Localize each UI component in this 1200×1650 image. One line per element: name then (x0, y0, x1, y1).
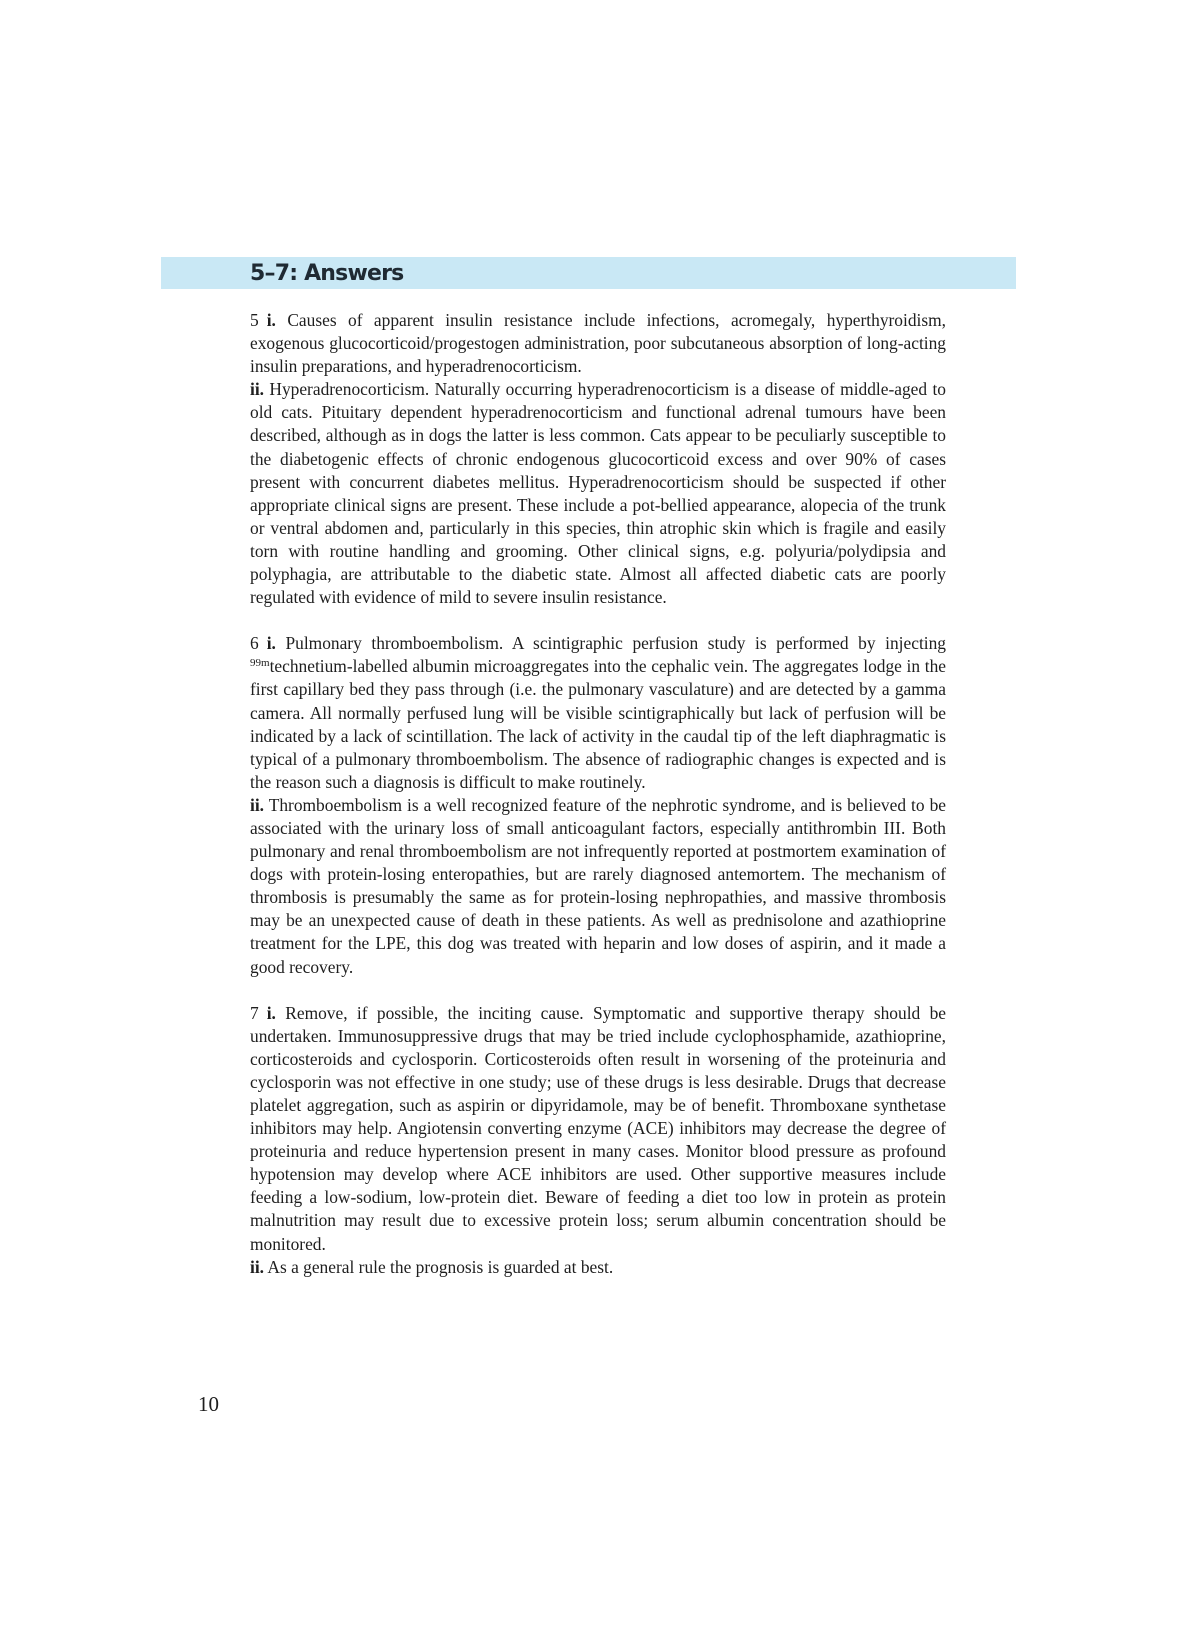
answer-7-part-ii (250, 1256, 946, 1279)
answer-6-part-ii (250, 794, 946, 979)
answer-text: Pulmonary thromboembolism. A scintigraphic perfusion study is performed by injecting (275, 633, 946, 654)
answer-5-part-i (250, 309, 946, 378)
part-label: i. (266, 310, 276, 330)
part-label: i. (266, 1002, 276, 1023)
answer-6-part-i (250, 632, 946, 794)
answer-text: Hyperadrenocorticism. Naturally occurring hyperadrenocorticism is a disease of middle-aged to old cats. Pituitary dependent hyperadrenocorticism and functional adrenal tumours have been described, although as in dogs the latter is less common. Cats appear to be peculiarly susceptible to the diabetogenic effects of chronic endogenous glucocorticoid excess and over 90% of cases present with concurrent diabetes mellitus. Hyperadrenocorticism should be suspected if other appropriate clinical signs are present. These include a pot-bellied appearance, alopecia of the trunk or ventral abdomen and, particularly in this species, thin atrophic skin which is fragile and easily torn with routine handling and grooming. Other clinical signs, e.g. polyuria/polydipsia and polyphagia, are attributable to the diabetic state. Almost all affected diabetic cats are poorly regulated with evidence of mild to severe insulin resistance. (250, 379, 946, 608)
page-number: 10 (198, 1392, 219, 1416)
answer-text: Thromboembolism is a well recognized feature of the nephrotic syndrome, and is believed to be associated with the urinary loss of small anticoagulant factors, especially antithrombin III. Both pulmonary and renal thromboembolism are not infrequently reported at postmortem examination of dogs with protein-losing enteropathies, but are rarely diagnosed antemortem. The mechanism of thrombosis is presumably the same as for protein-losing nephropathies, and massive thrombosis may be an unexpected cause of death in these patients. As well as prednisolone and azathioprine treatment for the LPE, this dog was treated with heparin and low doses of aspirin, and it made a good recovery. (250, 794, 946, 977)
isotope-superscript: 99m (250, 657, 270, 670)
answer-text: Remove, if possible, the inciting cause. Symptomatic and supportive therapy should be undertaken. Immunosuppressive drugs that may be tried include cyclophosphamide, azathioprine, corticosteroids and cyclosporin. Corticosteroids often result in worsening of the proteinuria and cyclosporin was not effective in one study; use of these drugs is less desirable. Drugs that decrease platelet aggregation, such as aspirin or dipyridamole, may be of benefit. Thromboxane synthetase inhibitors may help. Angiotensin converting enzyme (ACE) inhibitors may decrease the degree of proteinuria and reduce hypertension present in many cases. Monitor blood pressure as profound hypotension may develop where ACE inhibitors are used. Other supportive measures include feeding a low-sodium, low-protein diet. Beware of feeding a diet too low in protein as protein malnutrition may result due to excessive protein loss; serum albumin concentration should be monitored. (250, 1002, 946, 1254)
answer-text: As a general rule the prognosis is guarded at best. (264, 1256, 614, 1277)
paragraph-gap (250, 609, 946, 632)
answer-7-part-i (250, 1002, 946, 1256)
section-title: 5–7: Answers (250, 261, 404, 286)
answer-number: 7 (250, 1002, 259, 1023)
answer-text: Causes of apparent insulin resistance include infections, acromegaly, hyperthyroidism, exogenous glucocorticoid/progestogen administration, poor subcutaneous absorption of long-acting insulin preparations, and hyperadrenocorticism. (250, 310, 946, 377)
answers-body (250, 309, 946, 1279)
part-label: ii. (250, 379, 265, 400)
part-label: ii. (250, 794, 265, 815)
paragraph-gap (250, 979, 946, 1002)
answer-number: 6 (250, 633, 259, 654)
answer-5-part-ii (250, 378, 946, 609)
part-label: ii. (250, 1256, 265, 1277)
answer-number: 5 (250, 310, 259, 330)
answer-text: technetium-labelled albumin microaggregates into the cephalic vein. The aggregates lodge in the first capillary bed they pass through (i.e. the pulmonary vasculature) and are detected by a gamma camera. All normally perfused lung will be visible scintigraphically but lack of perfusion will be indicated by a lack of scintillation. The lack of activity in the caudal tip of the left diaphragmatic is typical of a pulmonary thromboembolism. The absence of radiographic changes is expected and is the reason such a diagnosis is difficult to make routinely. (250, 656, 946, 792)
part-label: i. (266, 633, 276, 654)
